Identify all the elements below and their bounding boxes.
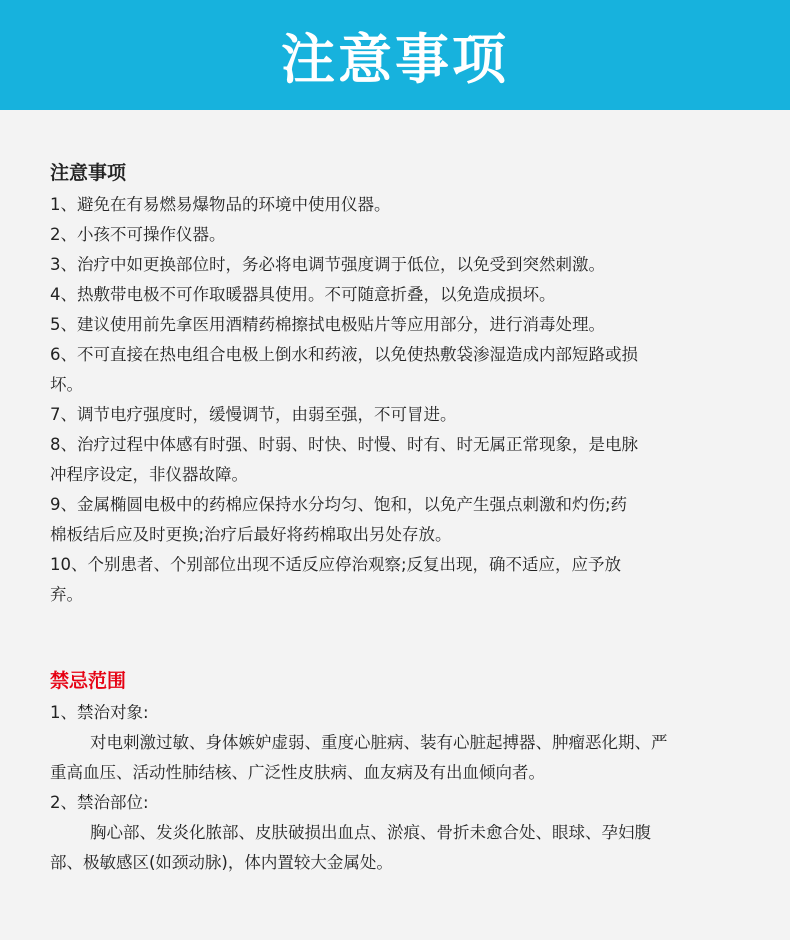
notes-line: 6、不可直接在热电组合电极上倒水和药液，以免使热敷袋渗湿造成内部短路或损 xyxy=(50,345,638,364)
contra-item1-label: 1、禁治对象: xyxy=(50,703,149,722)
notes-heading: 注意事项 xyxy=(50,162,127,184)
notes-list xyxy=(50,190,740,610)
contra-item2-label: 2、禁治部位: xyxy=(50,793,149,812)
contra-item1-text: 重高血压、活动性肺结核、广泛性皮肤病、血友病及有出血倾向者。 xyxy=(50,763,545,782)
banner-title: 注意事项 xyxy=(281,27,509,91)
notes-line: 弃。 xyxy=(50,585,83,604)
notes-line: 9、金属椭圆电极中的药棉应保持水分均匀、饱和，以免产生强点刺激和灼伤;药 xyxy=(50,495,628,514)
notes-line: 棉板结后应及时更换;治疗后最好将药棉取出另处存放。 xyxy=(50,525,452,544)
notes-line: 4、热敷带电极不可作取暖器具使用。不可随意折叠，以免造成损坏。 xyxy=(50,285,556,304)
notes-line: 3、治疗中如更换部位时，务必将电调节强度调于低位，以免受到突然刺激。 xyxy=(50,255,605,274)
notes-line: 2、小孩不可操作仪器。 xyxy=(50,225,226,244)
contra-item2-text: 胸心部、发炎化脓部、皮肤破损出血点、淤痕、骨折未愈合处、眼球、孕妇腹 xyxy=(90,823,651,842)
notes-line: 5、建议使用前先拿医用酒精药棉擦拭电极贴片等应用部分，进行消毒处理。 xyxy=(50,315,605,334)
header-banner xyxy=(0,0,790,110)
content xyxy=(0,110,790,878)
notes-line: 10、个别患者、个别部位出现不适反应停治观察;反复出现，确不适应，应予放 xyxy=(50,555,622,574)
notes-line: 8、治疗过程中体感有时强、时弱、时快、时慢、时有、时无属正常现象，是电脉 xyxy=(50,435,638,454)
notes-line: 冲程序设定，非仪器故障。 xyxy=(50,465,248,484)
contra-item2-text: 部、极敏感区(如颈动脉)，体内置较大金属处。 xyxy=(50,853,393,872)
contra-item1-text: 对电刺激过敏、身体嫉妒虚弱、重度心脏病、装有心脏起搏器、肿瘤恶化期、严 xyxy=(90,733,668,752)
contraindications-list xyxy=(50,698,740,878)
notes-line: 坏。 xyxy=(50,375,83,394)
notes-line: 7、调节电疗强度时，缓慢调节，由弱至强，不可冒进。 xyxy=(50,405,457,424)
contraindications-heading: 禁忌范围 xyxy=(50,670,127,692)
notes-line: 1、避免在有易燃易爆物品的环境中使用仪器。 xyxy=(50,195,391,214)
